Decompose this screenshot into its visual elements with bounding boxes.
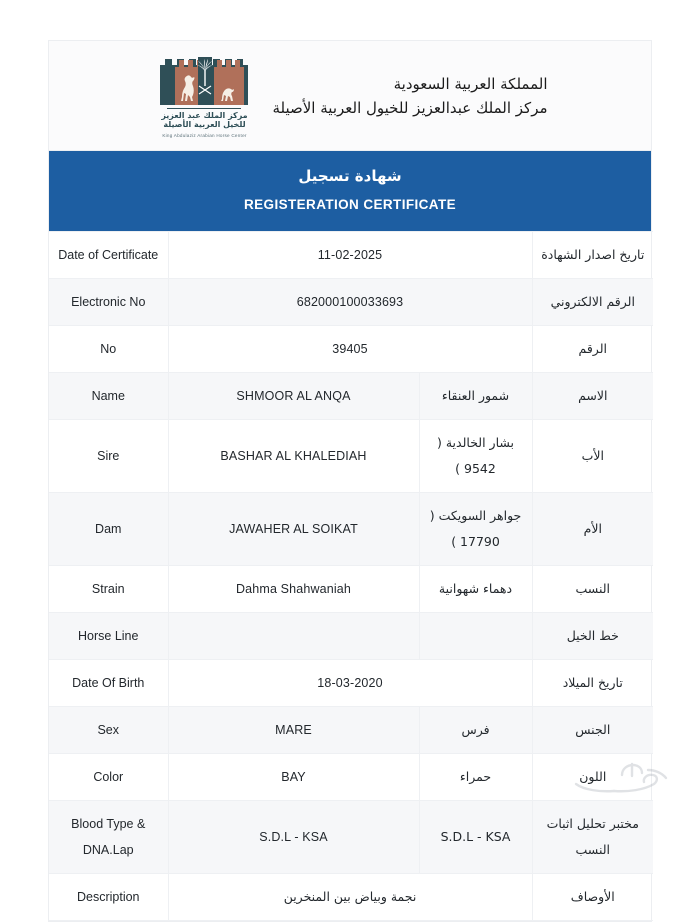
row-label-ar: تاريخ الميلاد [532, 660, 653, 707]
row-value-ar: فرس [419, 707, 532, 754]
row-label-en: Strain [49, 566, 168, 613]
row-value-en: 682000100033693 [168, 279, 532, 326]
table-row [49, 566, 653, 613]
certificate-details-table [49, 231, 653, 921]
row-value-en: 11-02-2025 [168, 232, 532, 279]
row-value-en: JAWAHER AL SOIKAT [168, 493, 419, 566]
row-value-en: 18-03-2020 [168, 660, 532, 707]
table-row [49, 373, 653, 420]
certificate-table-body [49, 232, 653, 921]
row-label-en: Electronic No [49, 279, 168, 326]
center-logo [152, 53, 256, 139]
certificate-title-band [49, 151, 651, 231]
row-label-ar: الأم [532, 493, 653, 566]
table-row [49, 801, 653, 874]
table-row [49, 707, 653, 754]
row-label-en: Date of Certificate [49, 232, 168, 279]
table-row [49, 874, 653, 921]
row-value-en: BASHAR AL KHALEDIAH [168, 420, 419, 493]
logo-divider [167, 108, 241, 109]
row-value-ar: شمور العنقاء [419, 373, 532, 420]
row-value-en [168, 613, 419, 660]
row-value-ar: جواهر السويكت ( 17790 ) [419, 493, 532, 566]
row-value-ar: دهماء شهوانية [419, 566, 532, 613]
row-label-ar: الاسم [532, 373, 653, 420]
table-row [49, 232, 653, 279]
table-row [49, 420, 653, 493]
row-value-en: Dahma Shahwaniah [168, 566, 419, 613]
row-label-ar: خط الخيل [532, 613, 653, 660]
table-row [49, 754, 653, 801]
row-label-en: Horse Line [49, 613, 168, 660]
row-label-en: Description [49, 874, 168, 921]
row-label-en: Date Of Birth [49, 660, 168, 707]
row-label-ar: الرقم الالكتروني [532, 279, 653, 326]
table-row [49, 660, 653, 707]
row-value-ar: S.D.L - KSA [419, 801, 532, 874]
king-abdulaziz-arabian-horse-center-logo-icon [160, 53, 248, 105]
row-label-en: Blood Type & DNA.Lap [49, 801, 168, 874]
certificate-card [48, 40, 652, 922]
row-label-ar: الأوصاف [532, 874, 653, 921]
row-label-ar: الجنس [532, 707, 653, 754]
row-label-en: Dam [49, 493, 168, 566]
row-label-en: Name [49, 373, 168, 420]
row-value-en: نجمة وبياض بين المنخرين [168, 874, 532, 921]
row-label-en: Color [49, 754, 168, 801]
table-row [49, 613, 653, 660]
row-label-ar: تاريخ اصدار الشهادة [532, 232, 653, 279]
row-label-ar: النسب [532, 566, 653, 613]
row-value-ar [419, 613, 532, 660]
row-value-ar: حمراء [419, 754, 532, 801]
header-titles [272, 72, 547, 120]
table-row [49, 326, 653, 373]
row-label-ar: الأب [532, 420, 653, 493]
logo-caption-ar-line2: للخيل العربية الأصيلة [163, 120, 246, 129]
kingdom-title: المملكة العربية السعودية [393, 74, 548, 93]
row-value-en: BAY [168, 754, 419, 801]
certificate-title-en: REGISTERATION CERTIFICATE [244, 197, 456, 212]
table-row [49, 493, 653, 566]
row-value-en: SHMOOR AL ANQA [168, 373, 419, 420]
center-title: مركز الملك عبدالعزيز للخيول العربية الأصيلة [272, 98, 548, 117]
certificate-header [49, 41, 651, 151]
logo-caption-ar-line1: مركز الملك عبد العزيز [161, 110, 248, 120]
row-label-ar: اللون [532, 754, 653, 801]
row-value-en: MARE [168, 707, 419, 754]
row-label-en: Sire [49, 420, 168, 493]
row-value-ar: بشار الخالدية ( 9542 ) [419, 420, 532, 493]
logo-caption-en: King Abdulaziz Arabian Horse Center [162, 132, 247, 138]
row-label-ar: مختبر تحليل اثبات النسب [532, 801, 653, 874]
certificate-title-ar: شهادة تسجيل [298, 167, 402, 185]
row-label-en: No [49, 326, 168, 373]
row-label-en: Sex [49, 707, 168, 754]
row-value-en: 39405 [168, 326, 532, 373]
table-row [49, 279, 653, 326]
row-value-en: S.D.L - KSA [168, 801, 419, 874]
row-label-ar: الرقم [532, 326, 653, 373]
